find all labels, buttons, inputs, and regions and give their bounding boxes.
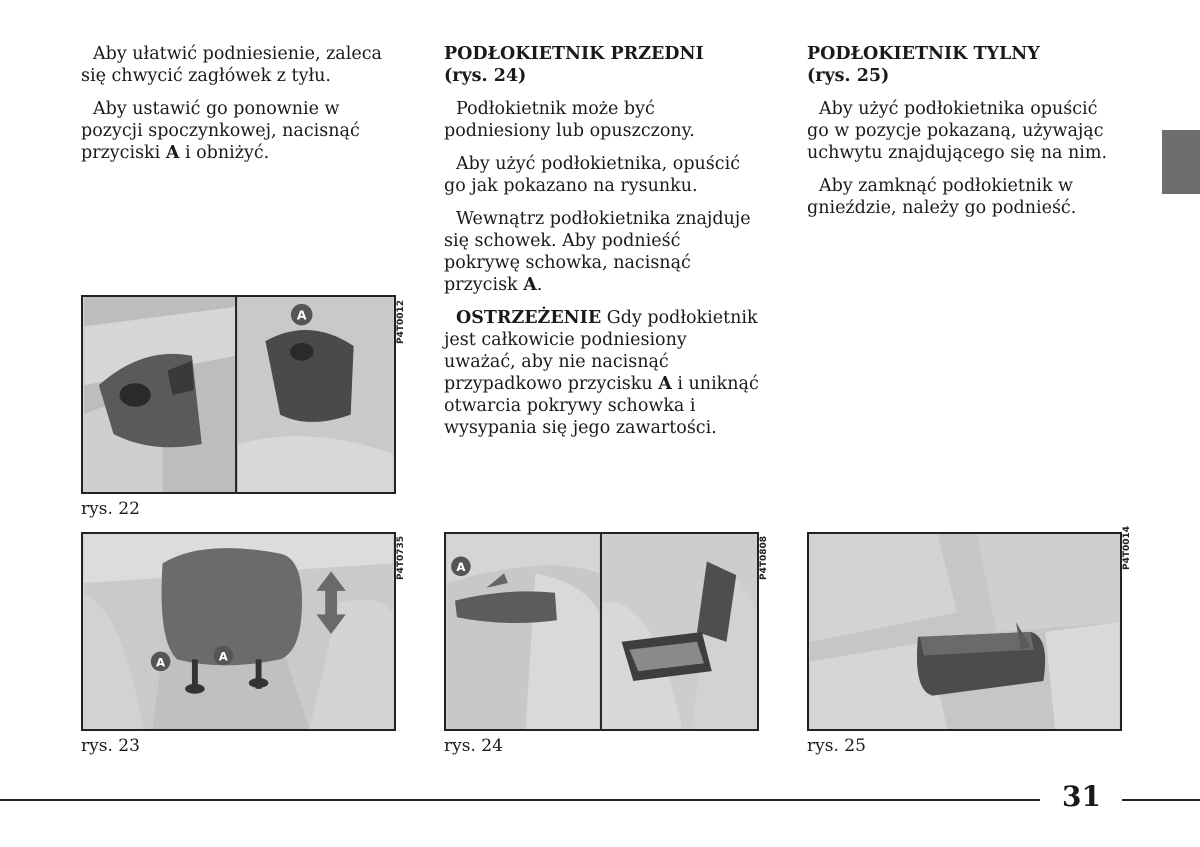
figure-22-caption: rys. 22 — [81, 499, 140, 519]
rear-armrest-illustration — [809, 534, 1120, 729]
heading-rear-armrest: PODŁOKIETNIK TYLNY (rys. 25) — [807, 44, 1040, 86]
paragraph-headrest-lower: Aby ustawić go ponownie w pozycji spoczynkowej, nacisnąć przyciski A i obniżyć. — [81, 99, 360, 163]
headrest-adjust-illustration — [83, 534, 394, 729]
paragraph-rear-armrest-use: Aby użyć podłokietnika opuścić go w pozycje pokazaną, używając uchwytu znajdującego się na nim. — [807, 99, 1108, 163]
figure-25-code: P4T0014 — [1122, 525, 1132, 570]
front-armrest-illustration — [446, 534, 757, 729]
column-3 — [807, 43, 1122, 230]
figure-25-caption: rys. 25 — [807, 736, 866, 756]
paragraph-warning: OSTRZEŻENIE Gdy podłokietnik jest całkowicie podniesiony uważać, aby nie nacisnąć przypadkowo przycisku A i uniknąć otwarcia pokrywy schowka i wysypania się jego zawartości. — [444, 308, 759, 438]
page-number: 31 — [1062, 780, 1101, 813]
figure-22-headrest-photo — [81, 295, 396, 494]
figure-23-code: P4T0735 — [396, 535, 406, 580]
paragraph-headrest-lift: Aby ułatwić podniesienie, zaleca się chwycić zagłówek z tyłu. — [81, 44, 382, 86]
figure-24-code: P4T0808 — [759, 535, 769, 580]
figure-22-code: P4T0012 — [396, 299, 406, 344]
figure-24-front-armrest-photo — [444, 532, 759, 731]
figure-24-caption: rys. 24 — [444, 736, 503, 756]
section-tab — [1162, 130, 1200, 194]
marker-a-label: A — [456, 560, 466, 575]
marker-a-label: A — [156, 655, 166, 670]
button-a-ref: A — [165, 143, 180, 163]
paragraph-storage: Wewnątrz podłokietnika znajduje się schowek. Aby podnieść pokrywę schowka, nacisnąć przycisk A. — [444, 209, 751, 295]
figure-23-headrest-photo — [81, 532, 396, 731]
footer-rule-left — [0, 799, 1040, 801]
paragraph-armrest-position: Podłokietnik może być podniesiony lub opuszczony. — [444, 99, 695, 141]
figure-23-caption: rys. 23 — [81, 736, 140, 756]
button-a-ref: A — [523, 275, 537, 295]
column-2 — [444, 43, 759, 450]
column-1 — [81, 43, 396, 175]
footer-rule-right — [1122, 799, 1200, 801]
button-a-ref: A — [658, 374, 672, 394]
headrest-rear-view-illustration — [83, 297, 394, 492]
paragraph-armrest-use: Aby użyć podłokietnika, opuścić go jak pokazano na rysunku. — [444, 154, 740, 196]
heading-front-armrest: PODŁOKIETNIK PRZEDNI (rys. 24) — [444, 44, 704, 86]
marker-a-label: A — [218, 649, 228, 664]
marker-a-label: A — [296, 308, 307, 324]
figure-25-rear-armrest-photo — [807, 532, 1122, 731]
paragraph-rear-armrest-close: Aby zamknąć podłokietnik w gnieździe, należy go podnieść. — [807, 176, 1077, 218]
warning-label: OSTRZEŻENIE — [456, 308, 602, 328]
